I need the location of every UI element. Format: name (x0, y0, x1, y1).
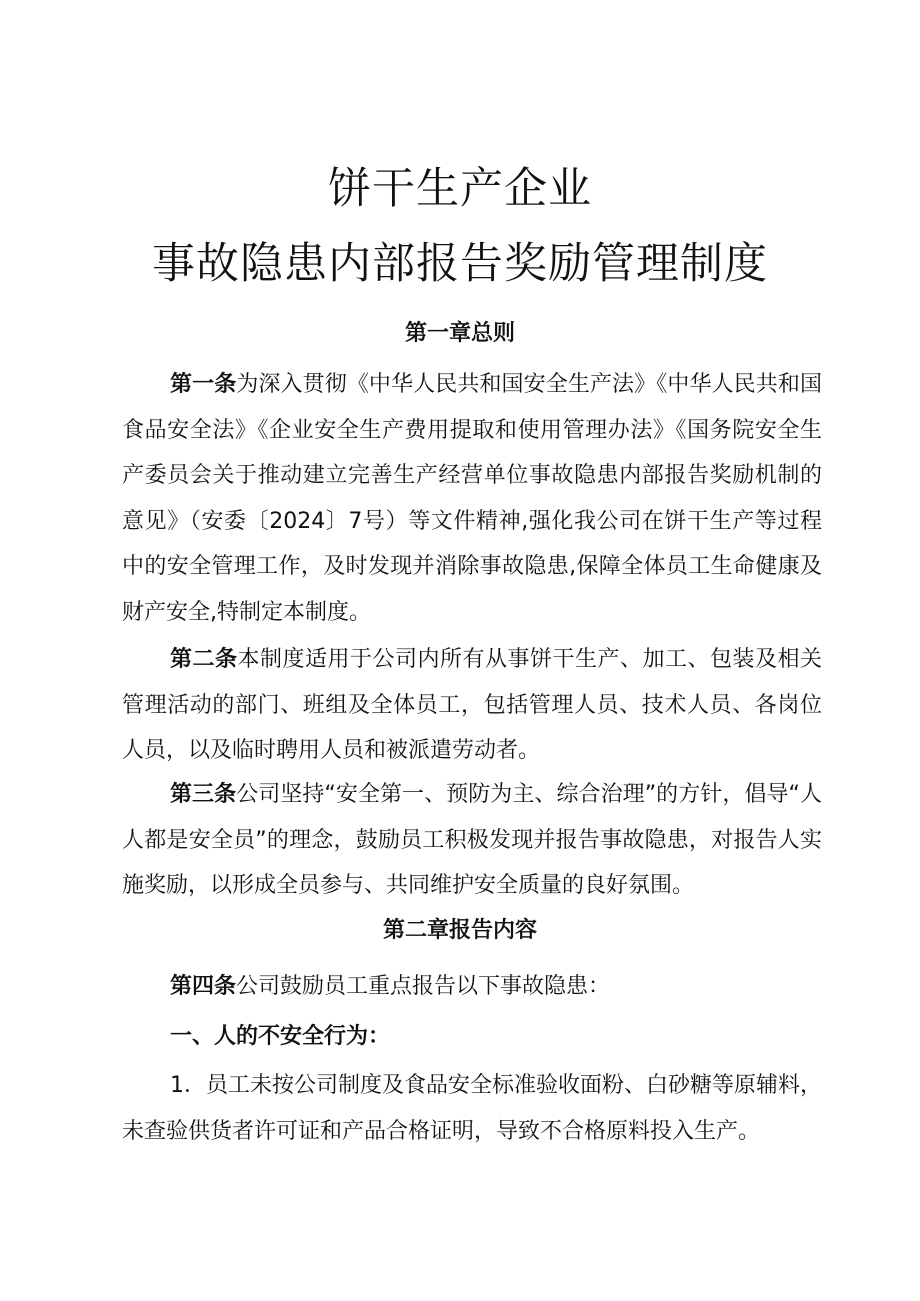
article-2-text: 本制度适用于公司内所有从事饼干生产、加工、包装及相关管理活动的部门、班组及全体员工，包括管理人员、技术人员、各岗位人员，以及临时聘用人员和被派遣劳动者。 (122, 647, 822, 763)
article-1-text: 为深入贯彻《中华人民共和国安全生产法》《中华人民共和国食品安全法》《企业安全生产费用提取和使用管理办法》《国务院安全生产委员会关于推动建立完善生产经营单位事故隐患内部报告奖励机制的意见》（安委〔2024〕7号）等文件精神,强化我公司在饼干生产等过程中的安全管理工作，及时发现并消除事故隐患,保障全体员工生命健康及财产安全,特制定本制度。 (122, 372, 822, 625)
article-4-text: 公司鼓励员工重点报告以下事故隐患： (236, 974, 611, 999)
article-4 (170, 976, 870, 998)
article-1 (122, 362, 822, 635)
chapter1-heading: 第一章总则 (404, 321, 515, 346)
article-3 (122, 772, 822, 909)
chapter2-heading: 第二章报告内容 (382, 918, 537, 943)
article-3-lead: 第三条 (170, 782, 237, 807)
article-2-lead: 第二条 (170, 647, 238, 672)
document-title-line2: 事故隐患内部报告奖励管理制度 (152, 239, 768, 289)
article-4-lead: 第四条 (170, 974, 237, 999)
document-title-line1: 饼干生产企业 (328, 164, 592, 214)
section-1-heading: 一、人的不安全行为： (170, 1024, 391, 1049)
article-2 (122, 637, 822, 774)
article-3-text: 公司坚持“安全第一、预防为主、综合治理”的方针，倡导“人人都是安全员”的理念，鼓励员工积极发现并报告事故隐患，对报告人实施奖励，以形成全员参与、共同维护安全质量的良好氛围。 (122, 782, 822, 898)
article-1-lead: 第一条 (170, 372, 237, 397)
item-1: 1．员工未按公司制度及食品安全标准验收面粉、白砂糖等原辅料，未查验供货者许可证和产品合格证明，导致不合格原料投入生产。 (122, 1073, 822, 1144)
